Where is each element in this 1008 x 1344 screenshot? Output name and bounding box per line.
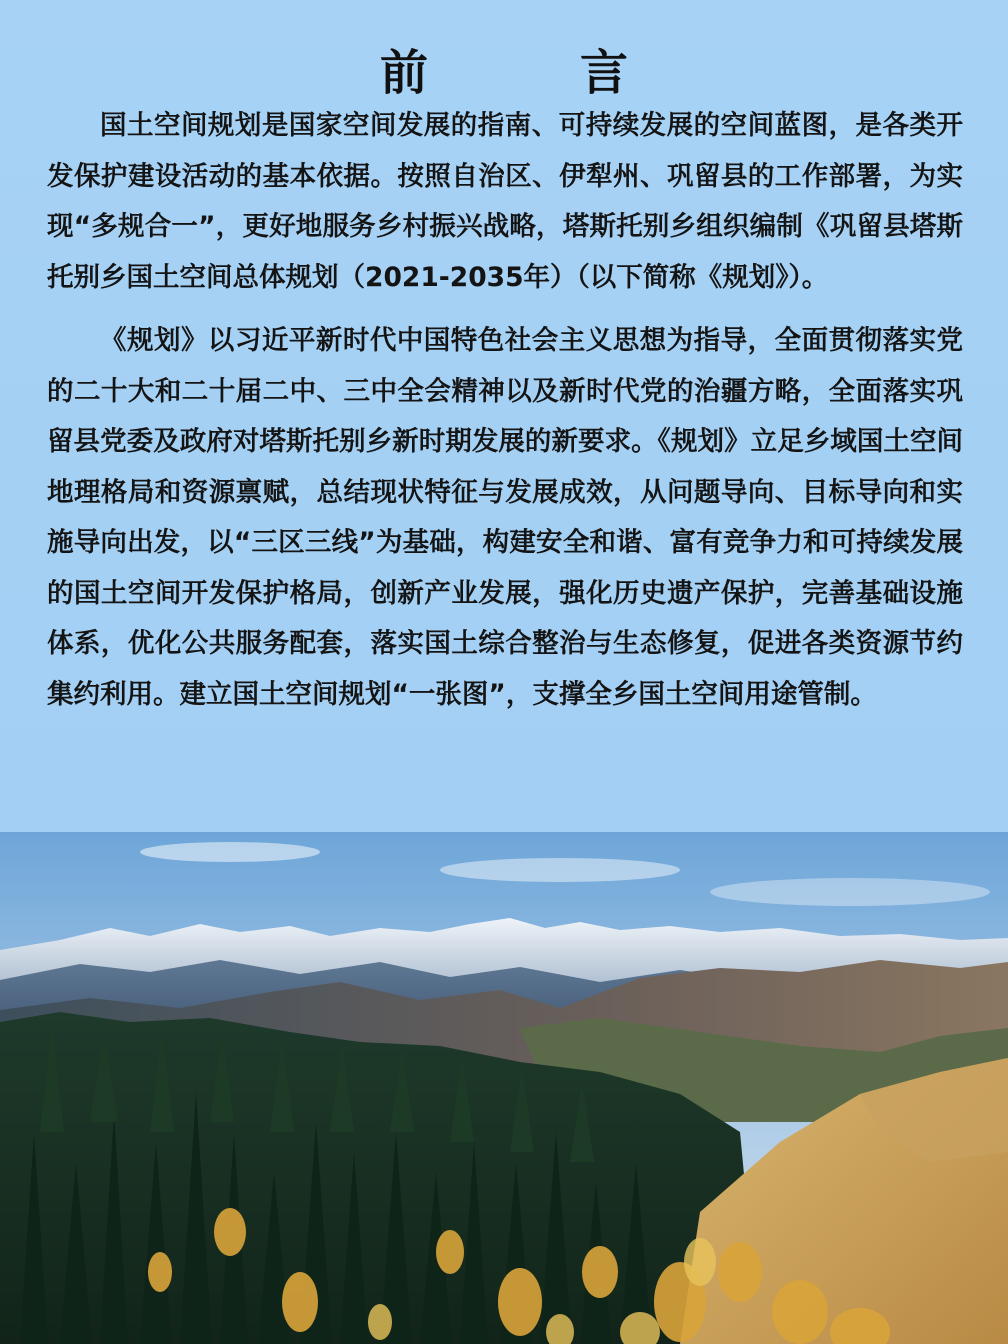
preface-body [47,101,963,720]
paragraph-1: 国土空间规划是国家空间发展的指南、可持续发展的空间蓝图，是各类开发保护建设活动的基本依据。按照自治区、伊犁州、巩留县的工作部署，为实现“多规合一”，更好地服务乡村振兴战略，塔斯托别乡组织编制《巩留县塔斯托别乡国土空间总体规划（2021-2035年）（以下简称《规划》）。 [47,110,963,293]
paragraph-2: 《规划》以习近平新时代中国特色社会主义思想为指导，全面贯彻落实党的二十大和二十届二中、三中全会精神以及新时代党的治疆方略，全面落实巩留县党委及政府对塔斯托别乡新时期发展的新要求。《规划》立足乡域国土空间地理格局和资源禀赋，总结现状特征与发展成效，从问题导向、目标导向和实施导向出发，以“三区三线”为基础，构建安全和谐、富有竞争力和可持续发展的国土空间开发保护格局，创新产业发展，强化历史遗产保护，完善基础设施体系，优化公共服务配套，落实国土综合整治与生态修复，促进各类资源节约集约利用。建立国土空间规划“一张图”，支撑全乡国土空间用途管制。 [47,325,963,710]
page-title: 前 言 [379,45,680,101]
landscape-photo [0,832,1008,1344]
